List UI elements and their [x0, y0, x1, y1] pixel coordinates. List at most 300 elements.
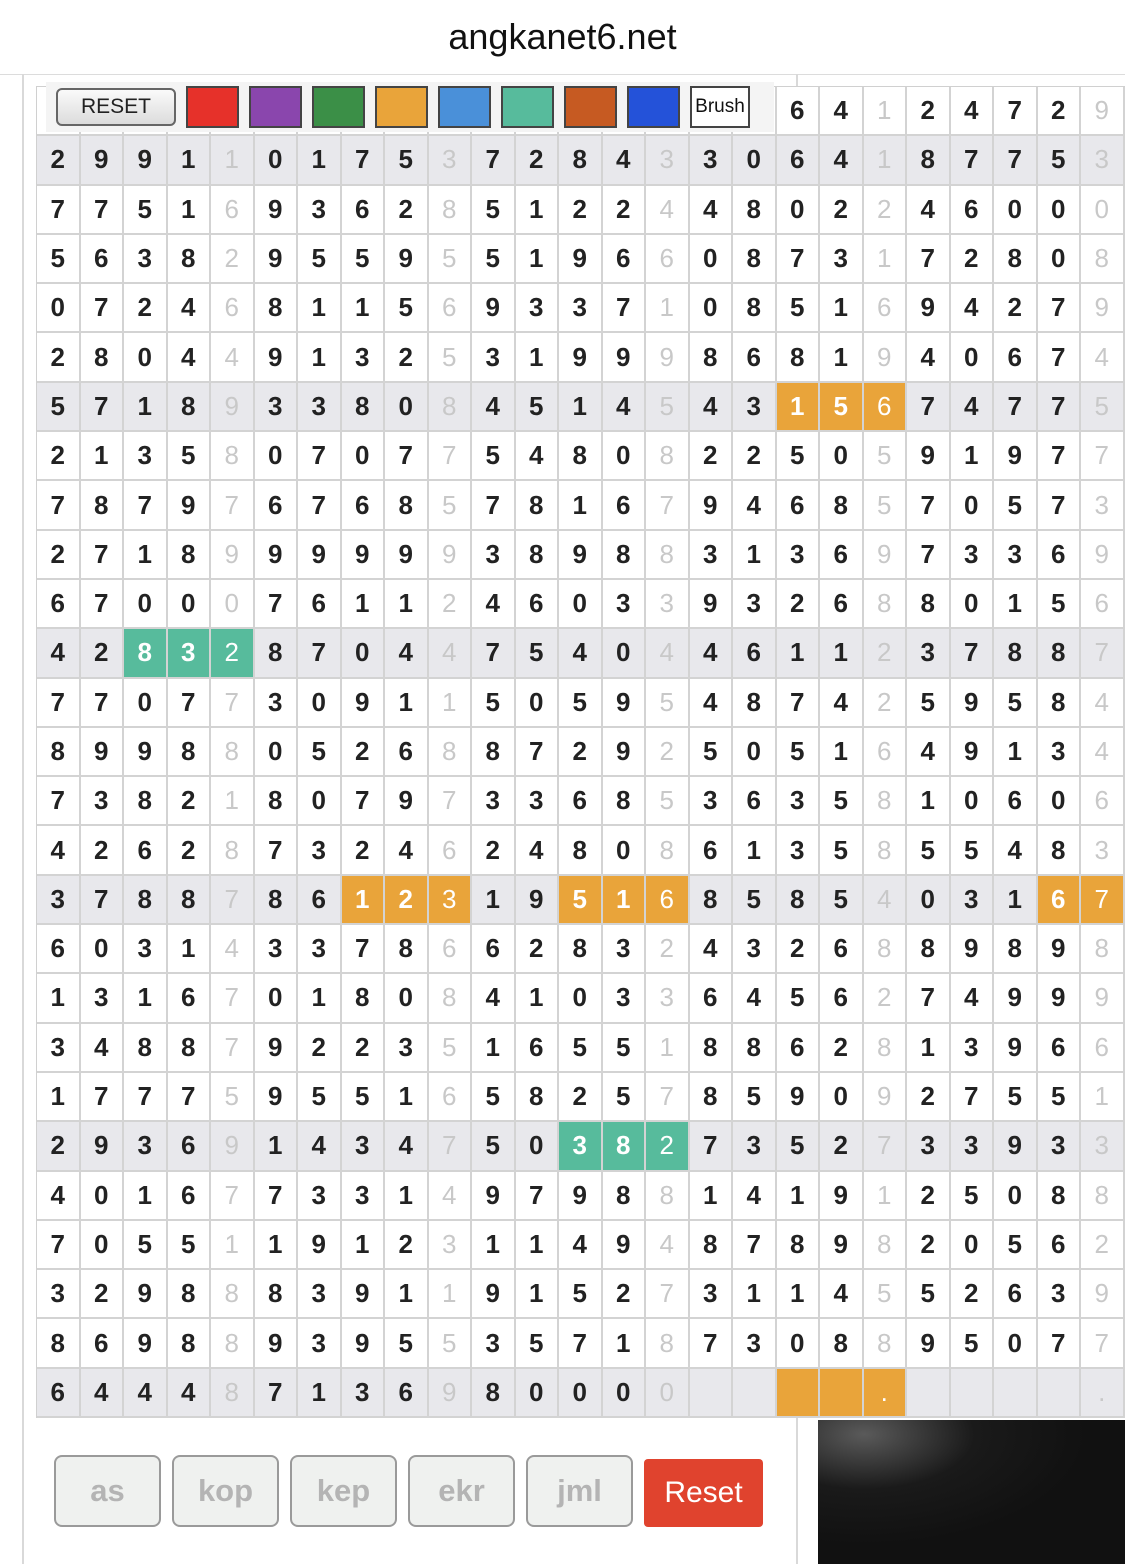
grid-cell[interactable]: 4 — [690, 629, 734, 678]
grid-cell[interactable]: 2 — [37, 333, 81, 382]
grid-cell[interactable]: 5 — [603, 1024, 647, 1073]
grid-cell[interactable]: 2 — [907, 1073, 951, 1122]
grid-cell[interactable]: 0 — [559, 974, 603, 1023]
grid-cell[interactable]: 2 — [951, 235, 995, 284]
grid-cell[interactable]: 8 — [994, 629, 1038, 678]
grid-cell[interactable]: 3 — [559, 284, 603, 333]
grid-cell[interactable]: 1 — [124, 974, 168, 1023]
grid-cell[interactable]: 7 — [907, 531, 951, 580]
grid-cell[interactable]: 8 — [646, 826, 690, 875]
swatch-orange[interactable] — [375, 86, 428, 128]
grid-cell[interactable]: 6 — [1038, 1221, 1082, 1270]
grid-cell[interactable]: 6 — [37, 580, 81, 629]
grid-cell[interactable]: 2 — [646, 728, 690, 777]
grid-cell[interactable]: 1 — [385, 1270, 429, 1319]
grid-cell[interactable]: 6 — [255, 481, 299, 530]
grid-cell[interactable]: 8 — [342, 383, 386, 432]
grid-cell[interactable]: 9 — [385, 235, 429, 284]
grid-cell[interactable]: 7 — [255, 826, 299, 875]
grid-cell[interactable]: 7 — [211, 974, 255, 1023]
kop-button[interactable]: kop — [172, 1455, 279, 1527]
grid-cell[interactable]: 3 — [298, 186, 342, 235]
grid-cell[interactable]: 3 — [951, 876, 995, 925]
grid-cell[interactable]: 7 — [81, 186, 125, 235]
grid-cell[interactable]: 2 — [690, 432, 734, 481]
grid-cell[interactable]: 8 — [994, 925, 1038, 974]
grid-cell[interactable]: 0 — [1038, 777, 1082, 826]
grid-cell[interactable]: 5 — [516, 1319, 560, 1368]
grid-cell[interactable]: 9 — [603, 1221, 647, 1270]
grid-cell[interactable]: 5 — [646, 679, 690, 728]
grid-cell[interactable]: 2 — [37, 432, 81, 481]
grid-cell[interactable]: 1 — [820, 629, 864, 678]
grid-cell[interactable]: 0 — [820, 1073, 864, 1122]
grid-cell[interactable]: 6 — [1081, 1024, 1125, 1073]
grid-cell[interactable]: 7 — [429, 777, 473, 826]
jml-button[interactable]: jml — [526, 1455, 633, 1527]
grid-cell[interactable]: 6 — [777, 481, 821, 530]
grid-cell[interactable]: 8 — [168, 728, 212, 777]
grid-cell[interactable]: 6 — [516, 580, 560, 629]
grid-cell[interactable]: 7 — [255, 580, 299, 629]
grid-cell[interactable]: 3 — [255, 679, 299, 728]
grid-cell[interactable]: 7 — [385, 432, 429, 481]
grid-cell[interactable]: 6 — [429, 826, 473, 875]
grid-cell[interactable]: 9 — [1038, 974, 1082, 1023]
grid-cell[interactable]: 1 — [820, 333, 864, 382]
grid-cell[interactable]: 8 — [646, 1172, 690, 1221]
grid-cell[interactable]: 2 — [907, 87, 951, 136]
swatch-green[interactable] — [312, 86, 365, 128]
grid-cell[interactable]: 2 — [124, 284, 168, 333]
grid-cell[interactable]: 2 — [81, 629, 125, 678]
grid-cell[interactable]: 5 — [385, 1319, 429, 1368]
grid-cell[interactable]: 7 — [516, 1172, 560, 1221]
grid-cell[interactable]: 2 — [907, 1172, 951, 1221]
grid-cell[interactable]: 8 — [907, 136, 951, 185]
grid-cell[interactable]: 1 — [342, 876, 386, 925]
grid-cell[interactable]: 6 — [994, 333, 1038, 382]
grid-cell[interactable]: 3 — [298, 826, 342, 875]
grid-cell[interactable]: 7 — [342, 925, 386, 974]
grid-cell[interactable]: 7 — [81, 284, 125, 333]
grid-cell[interactable]: 2 — [211, 629, 255, 678]
grid-cell[interactable]: 9 — [951, 679, 995, 728]
grid-cell[interactable]: 0 — [1081, 186, 1125, 235]
grid-cell[interactable]: 0 — [690, 235, 734, 284]
grid-cell[interactable]: 8 — [864, 580, 908, 629]
grid-cell[interactable]: 6 — [777, 136, 821, 185]
grid-cell[interactable]: 3 — [429, 1221, 473, 1270]
grid-cell[interactable]: 4 — [733, 1172, 777, 1221]
grid-cell[interactable] — [994, 1369, 1038, 1418]
grid-cell[interactable]: 4 — [211, 925, 255, 974]
grid-cell[interactable]: 5 — [1038, 136, 1082, 185]
grid-cell[interactable]: 1 — [211, 777, 255, 826]
grid-cell[interactable]: 0 — [298, 679, 342, 728]
grid-cell[interactable]: 9 — [342, 1270, 386, 1319]
grid-cell[interactable]: 2 — [864, 974, 908, 1023]
grid-cell[interactable]: 9 — [472, 284, 516, 333]
grid-cell[interactable]: 5 — [211, 1073, 255, 1122]
grid-cell[interactable]: 0 — [559, 580, 603, 629]
grid-cell[interactable]: 7 — [907, 383, 951, 432]
grid-cell[interactable]: 9 — [124, 728, 168, 777]
grid-cell[interactable]: 9 — [559, 333, 603, 382]
grid-cell[interactable]: 5 — [559, 1024, 603, 1073]
grid-cell[interactable]: 7 — [951, 136, 995, 185]
grid-cell[interactable]: 3 — [342, 1122, 386, 1171]
grid-cell[interactable]: 5 — [777, 974, 821, 1023]
grid-cell[interactable]: 9 — [255, 235, 299, 284]
grid-cell[interactable]: 0 — [124, 679, 168, 728]
grid-cell[interactable]: 5 — [864, 432, 908, 481]
grid-cell[interactable]: 8 — [559, 136, 603, 185]
grid-cell[interactable]: 1 — [342, 284, 386, 333]
grid-cell[interactable]: 3 — [646, 974, 690, 1023]
grid-cell[interactable]: 5 — [646, 383, 690, 432]
grid-cell[interactable]: 9 — [255, 1024, 299, 1073]
grid-cell[interactable]: 1 — [603, 1319, 647, 1368]
grid-cell[interactable]: 8 — [994, 235, 1038, 284]
grid-cell[interactable]: 7 — [168, 679, 212, 728]
grid-cell[interactable]: 7 — [690, 1319, 734, 1368]
grid-cell[interactable]: 5 — [603, 1073, 647, 1122]
grid-cell[interactable]: 0 — [690, 284, 734, 333]
grid-cell[interactable]: 9 — [211, 531, 255, 580]
grid-cell[interactable]: 1 — [342, 1221, 386, 1270]
grid-cell[interactable]: 8 — [168, 383, 212, 432]
grid-cell[interactable]: 7 — [211, 679, 255, 728]
grid-cell[interactable]: 4 — [1081, 333, 1125, 382]
grid-cell[interactable]: 8 — [1038, 826, 1082, 875]
grid-cell[interactable]: 6 — [342, 481, 386, 530]
grid-cell[interactable]: 9 — [385, 777, 429, 826]
grid-cell[interactable]: 6 — [690, 826, 734, 875]
grid-cell[interactable]: 3 — [298, 1319, 342, 1368]
grid-cell[interactable]: 8 — [429, 974, 473, 1023]
grid-cell[interactable]: 6 — [168, 974, 212, 1023]
grid-cell[interactable]: 6 — [429, 284, 473, 333]
grid-cell[interactable]: 5 — [472, 1073, 516, 1122]
grid-cell[interactable]: 5 — [820, 383, 864, 432]
grid-cell[interactable]: 5 — [559, 679, 603, 728]
grid-cell[interactable]: 7 — [81, 531, 125, 580]
grid-cell[interactable]: 1 — [559, 481, 603, 530]
grid-cell[interactable]: 1 — [211, 136, 255, 185]
grid-cell[interactable]: 0 — [559, 1369, 603, 1418]
grid-cell[interactable]: 2 — [733, 432, 777, 481]
grid-cell[interactable]: 5 — [342, 235, 386, 284]
grid-cell[interactable]: 8 — [37, 728, 81, 777]
grid-cell[interactable]: 8 — [385, 925, 429, 974]
grid-cell[interactable]: 2 — [168, 777, 212, 826]
grid-cell[interactable]: 4 — [907, 186, 951, 235]
grid-cell[interactable]: 1 — [777, 629, 821, 678]
grid-cell[interactable] — [951, 1369, 995, 1418]
grid-cell[interactable]: 9 — [255, 531, 299, 580]
grid-cell[interactable]: 1 — [385, 1172, 429, 1221]
grid-cell[interactable]: 0 — [516, 1369, 560, 1418]
grid-cell[interactable]: 3 — [385, 1024, 429, 1073]
grid-cell[interactable]: 0 — [342, 629, 386, 678]
grid-cell[interactable]: 1 — [298, 1369, 342, 1418]
grid-cell[interactable]: 3 — [342, 1172, 386, 1221]
grid-cell[interactable]: 3 — [603, 580, 647, 629]
grid-cell[interactable]: 7 — [472, 481, 516, 530]
grid-cell[interactable]: 3 — [951, 1024, 995, 1073]
grid-cell[interactable]: 1 — [37, 974, 81, 1023]
grid-cell[interactable]: 7 — [429, 432, 473, 481]
grid-cell[interactable]: 9 — [255, 1073, 299, 1122]
grid-cell[interactable]: 2 — [559, 1073, 603, 1122]
grid-cell[interactable]: 8 — [864, 826, 908, 875]
grid-cell[interactable]: 4 — [385, 629, 429, 678]
grid-cell[interactable]: 8 — [646, 432, 690, 481]
grid-cell[interactable]: 1 — [646, 284, 690, 333]
grid-cell[interactable]: 8 — [1081, 235, 1125, 284]
grid-cell[interactable]: 1 — [864, 235, 908, 284]
grid-cell[interactable]: 8 — [777, 333, 821, 382]
grid-cell[interactable]: 6 — [994, 1270, 1038, 1319]
grid-cell[interactable]: 5 — [994, 679, 1038, 728]
grid-cell[interactable]: 0 — [951, 333, 995, 382]
grid-cell[interactable]: 8 — [37, 1319, 81, 1368]
grid-cell[interactable]: 1 — [994, 728, 1038, 777]
grid-cell[interactable]: 6 — [690, 974, 734, 1023]
grid-cell[interactable]: 5 — [385, 284, 429, 333]
toolbar-reset-button[interactable]: RESET — [56, 88, 176, 126]
grid-cell[interactable]: 6 — [124, 826, 168, 875]
grid-cell[interactable]: 0 — [124, 580, 168, 629]
grid-cell[interactable]: 4 — [820, 679, 864, 728]
grid-cell[interactable]: 1 — [864, 1172, 908, 1221]
grid-cell[interactable]: 8 — [690, 876, 734, 925]
grid-cell[interactable]: 3 — [429, 136, 473, 185]
grid-cell[interactable]: 5 — [516, 629, 560, 678]
grid-cell[interactable]: 7 — [646, 481, 690, 530]
grid-cell[interactable]: 8 — [690, 1221, 734, 1270]
grid-cell[interactable]: 1 — [429, 1270, 473, 1319]
grid-cell[interactable]: 0 — [994, 186, 1038, 235]
grid-cell[interactable]: 8 — [646, 531, 690, 580]
grid-cell[interactable]: 8 — [690, 333, 734, 382]
grid-cell[interactable]: 1 — [559, 383, 603, 432]
grid-cell[interactable]: 6 — [864, 284, 908, 333]
grid-cell[interactable]: 4 — [864, 876, 908, 925]
grid-cell[interactable]: 3 — [777, 777, 821, 826]
grid-cell[interactable]: 4 — [646, 629, 690, 678]
ekr-button[interactable]: ekr — [408, 1455, 515, 1527]
grid-cell[interactable]: 5 — [994, 481, 1038, 530]
grid-cell[interactable]: 7 — [168, 1073, 212, 1122]
grid-cell[interactable]: 7 — [81, 383, 125, 432]
grid-cell[interactable]: 5 — [864, 481, 908, 530]
grid-cell[interactable]: 5 — [994, 1073, 1038, 1122]
grid-cell[interactable]: 2 — [603, 1270, 647, 1319]
grid-cell[interactable]: 8 — [1038, 629, 1082, 678]
grid-cell[interactable]: 8 — [646, 1319, 690, 1368]
grid-cell[interactable]: 5 — [951, 1172, 995, 1221]
grid-cell[interactable]: 0 — [342, 432, 386, 481]
grid-cell[interactable]: 5 — [820, 826, 864, 875]
grid-cell[interactable]: 9 — [1081, 974, 1125, 1023]
grid-cell[interactable]: 7 — [777, 235, 821, 284]
grid-cell[interactable]: 9 — [994, 974, 1038, 1023]
grid-cell[interactable]: 6 — [777, 87, 821, 136]
grid-cell[interactable]: 4 — [951, 974, 995, 1023]
grid-cell[interactable] — [820, 1369, 864, 1418]
grid-cell[interactable]: 7 — [1038, 1319, 1082, 1368]
grid-cell[interactable]: 9 — [124, 1319, 168, 1368]
grid-cell[interactable]: 3 — [733, 1319, 777, 1368]
grid-cell[interactable]: 6 — [1038, 531, 1082, 580]
grid-cell[interactable]: 4 — [559, 629, 603, 678]
grid-cell[interactable]: 9 — [298, 1221, 342, 1270]
grid-cell[interactable]: 1 — [472, 876, 516, 925]
grid-cell[interactable]: 1 — [690, 1172, 734, 1221]
grid-cell[interactable]: 2 — [907, 1221, 951, 1270]
grid-cell[interactable]: 9 — [211, 383, 255, 432]
grid-cell[interactable]: 7 — [994, 383, 1038, 432]
grid-cell[interactable]: 3 — [603, 974, 647, 1023]
grid-cell[interactable]: 5 — [646, 777, 690, 826]
grid-cell[interactable]: 5 — [124, 1221, 168, 1270]
grid-cell[interactable]: 6 — [603, 235, 647, 284]
grid-cell[interactable]: 9 — [907, 284, 951, 333]
grid-cell[interactable]: 1 — [298, 333, 342, 382]
grid-cell[interactable]: 0 — [255, 136, 299, 185]
grid-cell[interactable]: 0 — [516, 1122, 560, 1171]
grid-cell[interactable]: 4 — [690, 186, 734, 235]
grid-cell[interactable]: 2 — [603, 186, 647, 235]
grid-cell[interactable]: 2 — [820, 1122, 864, 1171]
grid-cell[interactable]: 4 — [385, 826, 429, 875]
grid-cell[interactable]: 6 — [777, 1024, 821, 1073]
grid-cell[interactable]: 2 — [777, 580, 821, 629]
grid-cell[interactable]: 2 — [559, 728, 603, 777]
grid-cell[interactable]: 8 — [864, 1319, 908, 1368]
grid-cell[interactable]: 0 — [211, 580, 255, 629]
grid-cell[interactable]: 1 — [603, 876, 647, 925]
grid-cell[interactable]: 7 — [907, 974, 951, 1023]
grid-cell[interactable]: 1 — [516, 333, 560, 382]
grid-cell[interactable]: 7 — [37, 777, 81, 826]
grid-cell[interactable]: 4 — [516, 432, 560, 481]
grid-cell[interactable]: 9 — [777, 1073, 821, 1122]
grid-cell[interactable]: 4 — [37, 629, 81, 678]
grid-cell[interactable]: 0 — [951, 777, 995, 826]
grid-cell[interactable]: 5 — [907, 826, 951, 875]
grid-cell[interactable]: 8 — [255, 876, 299, 925]
grid-cell[interactable]: 4 — [168, 1369, 212, 1418]
grid-cell[interactable]: 8 — [603, 531, 647, 580]
grid-cell[interactable]: 9 — [255, 333, 299, 382]
grid-cell[interactable]: 1 — [516, 235, 560, 284]
grid-cell[interactable]: 7 — [994, 136, 1038, 185]
grid-cell[interactable]: 3 — [777, 531, 821, 580]
grid-cell[interactable]: 8 — [385, 481, 429, 530]
grid-cell[interactable]: 0 — [81, 1172, 125, 1221]
grid-cell[interactable]: 6 — [211, 284, 255, 333]
grid-cell[interactable]: 9 — [342, 1319, 386, 1368]
grid-cell[interactable]: 8 — [211, 1319, 255, 1368]
grid-cell[interactable]: 8 — [472, 728, 516, 777]
grid-cell[interactable]: 5 — [951, 826, 995, 875]
grid-cell[interactable]: 3 — [1081, 1122, 1125, 1171]
grid-cell[interactable]: 7 — [1038, 284, 1082, 333]
grid-cell[interactable]: 8 — [429, 728, 473, 777]
grid-cell[interactable]: 4 — [81, 1369, 125, 1418]
grid-cell[interactable]: 7 — [37, 1221, 81, 1270]
grid-cell[interactable]: 8 — [1081, 1172, 1125, 1221]
grid-cell[interactable]: . — [1081, 1369, 1125, 1418]
grid-cell[interactable]: 5 — [690, 728, 734, 777]
grid-cell[interactable]: 8 — [733, 284, 777, 333]
grid-cell[interactable] — [690, 1369, 734, 1418]
grid-cell[interactable]: 7 — [211, 1172, 255, 1221]
grid-cell[interactable]: 4 — [603, 136, 647, 185]
grid-cell[interactable]: 8 — [124, 876, 168, 925]
grid-cell[interactable]: 9 — [342, 679, 386, 728]
grid-cell[interactable]: 9 — [385, 531, 429, 580]
grid-cell[interactable]: 3 — [37, 1270, 81, 1319]
grid-cell[interactable]: 5 — [429, 1024, 473, 1073]
grid-cell[interactable]: 9 — [994, 1024, 1038, 1073]
grid-cell[interactable]: 3 — [1081, 136, 1125, 185]
grid-cell[interactable]: 8 — [516, 1073, 560, 1122]
grid-cell[interactable]: 7 — [1038, 333, 1082, 382]
grid-cell[interactable]: 2 — [864, 186, 908, 235]
grid-cell[interactable]: 3 — [646, 580, 690, 629]
grid-cell[interactable]: 5 — [1081, 383, 1125, 432]
grid-cell[interactable]: 3 — [690, 136, 734, 185]
grid-cell[interactable]: 8 — [124, 629, 168, 678]
grid-cell[interactable]: 3 — [733, 383, 777, 432]
grid-cell[interactable]: 1 — [168, 186, 212, 235]
grid-cell[interactable]: 3 — [690, 1270, 734, 1319]
grid-cell[interactable]: 6 — [429, 1073, 473, 1122]
grid-cell[interactable]: 1 — [211, 1221, 255, 1270]
grid-cell[interactable]: 5 — [733, 876, 777, 925]
grid-cell[interactable]: 4 — [951, 383, 995, 432]
grid-cell[interactable]: 5 — [37, 235, 81, 284]
grid-cell[interactable]: 5 — [472, 679, 516, 728]
grid-cell[interactable]: 8 — [516, 531, 560, 580]
grid-cell[interactable]: 9 — [864, 333, 908, 382]
grid-cell[interactable]: 3 — [1038, 728, 1082, 777]
grid-cell[interactable]: 7 — [994, 87, 1038, 136]
grid-cell[interactable]: 8 — [168, 531, 212, 580]
grid-cell[interactable]: 8 — [733, 235, 777, 284]
grid-cell[interactable]: 1 — [385, 1073, 429, 1122]
grid-cell[interactable]: 1 — [820, 284, 864, 333]
grid-cell[interactable]: 7 — [255, 1172, 299, 1221]
grid-cell[interactable]: 8 — [864, 777, 908, 826]
grid-cell[interactable]: 8 — [211, 1369, 255, 1418]
grid-cell[interactable]: 2 — [820, 186, 864, 235]
grid-cell[interactable]: 8 — [864, 1221, 908, 1270]
grid-cell[interactable]: 5 — [429, 1319, 473, 1368]
grid-cell[interactable]: 3 — [472, 531, 516, 580]
grid-cell[interactable]: 4 — [951, 284, 995, 333]
grid-cell[interactable]: 6 — [820, 531, 864, 580]
grid-cell[interactable]: 6 — [298, 876, 342, 925]
grid-cell[interactable]: . — [864, 1369, 908, 1418]
grid-cell[interactable]: 9 — [864, 1073, 908, 1122]
grid-cell[interactable]: 0 — [603, 1369, 647, 1418]
grid-cell[interactable]: 5 — [559, 876, 603, 925]
